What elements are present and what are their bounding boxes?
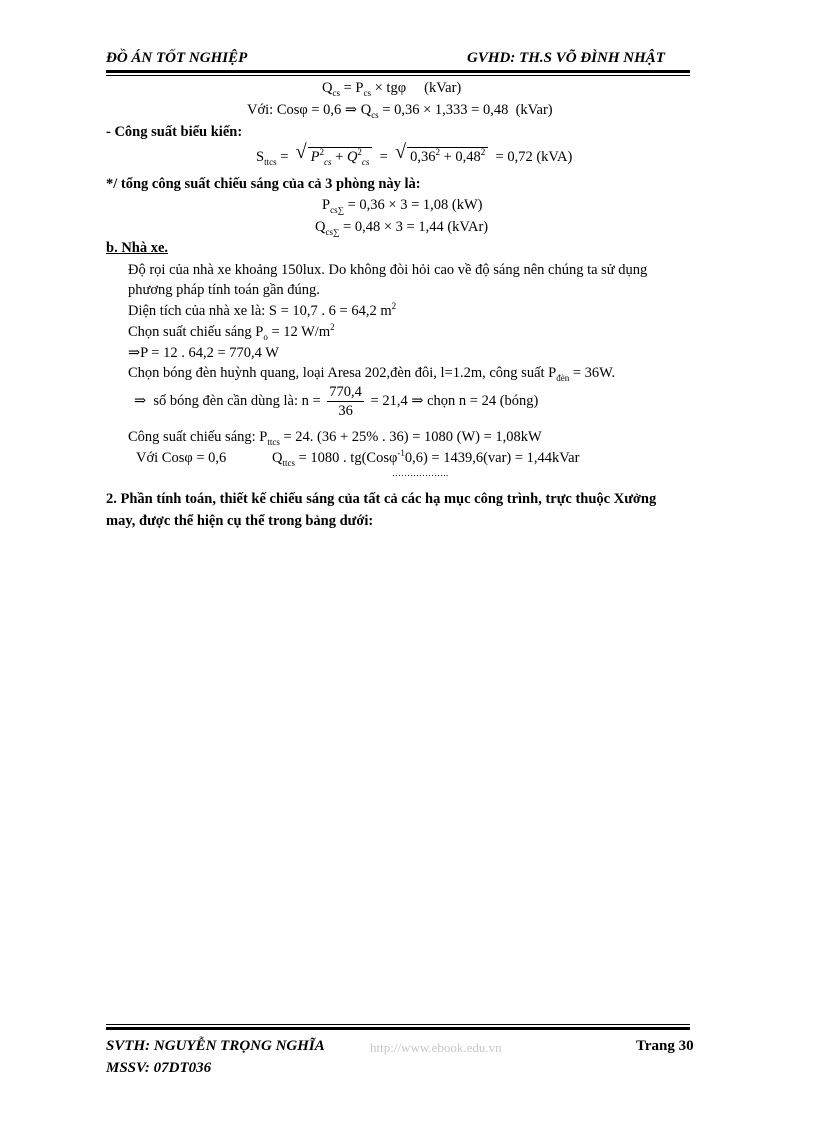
total-p-line: $P_{cs\sum} = 0,36 \times 3 = 1,08$ (kW) [322,197,483,215]
footer-rule-thin [106,1024,690,1025]
header-rule-thick [106,70,690,73]
area-line: Diện tích của nhà xe là: S = 10,7 . 6 = 64,2 $m^2$ [128,301,397,319]
cos-phi-line: Với: Cosφ = 0,6 ⇒ $Q_{cs} = 0,36 \times 1,333 = 0,48$ (kVar) [247,102,553,120]
choose-power-density-line: Chọn suất chiếu sáng $P_o = 12$ $W/m^2$ [128,322,335,342]
section-2-line-2: may, được thể hiện cụ thể trong bảng dưới: [106,513,374,529]
footer-watermark: http://www.ebook.edu.vn [370,1040,502,1055]
section-b-para-1: Độ rọi của nhà xe khoảng 150lux. Do không đòi hỏi cao về độ sáng nên chúng ta sử dụng [128,262,648,278]
header-right: GVHD: TH.S VÕ ĐÌNH NHẬT [467,50,665,66]
total-q-line: $Q_{cs\sum} = 0,48 \times 3 = 1,44$ (kVAr) [315,219,489,237]
section-2-line-1: 2. Phần tính toán, thiết kế chiếu sáng của tất cả các hạ mục công trình, trực thuộc Xưởng [106,491,657,507]
footer-mssv: MSSV: 07DT036 [106,1060,212,1076]
total-power-heading: */ tổng công suất chiếu sáng của cả 3 phòng này là: [106,176,421,192]
p-result-line: ⇒P = 12 . 64,2 = 770,4 W [128,345,279,361]
q-cs-formula: $Q_{cs} = P_{cs} \times tg\varphi$ (kVar) [322,80,462,98]
section-b-para-2: phương pháp tính toán gần đúng. [128,282,320,298]
lighting-power-line: Công suất chiếu sáng: $P_{ttcs} = 24$. (36 + 25% . 36) = 1080 (W) = 1,08kW [128,429,542,447]
lamp-choice-line: Chọn bóng đèn huỳnh quang, loại Aresa 202,đèn đôi, l=1.2m, công suất $P_{đèn} = 36W$. [128,365,616,383]
reactive-power-line: $Q_{ttcs} = 1080$ . tg(Cosφ$^{-1}$0,6) = 1439,6(var) = 1,44kVar [272,448,580,468]
footer-student: SVTH: NGUYỄN TRỌNG NGHĨA [106,1038,325,1054]
dots-separator: ………………. [392,468,449,478]
section-b-heading: b. Nhà xe. [106,240,169,256]
apparent-power-formula: $S_{ttcs}$ = √ $P^2_{cs} + Q^2_{cs}$ = √ $0,36^2 + 0,48^2 = 0,72$ (kVA) [256,141,573,167]
footer-rule-thick [106,1027,690,1030]
header-rule-thin [106,75,690,76]
apparent-power-heading: - Công suất biểu kiến: [106,124,243,140]
lamp-count-line: ⇒ số bóng đèn cần dùng là: n = $\frac{770,4}{36}$ = 21,4 ⇒ chọn n = 24 (bóng) [134,384,539,419]
cos-phi-label: Với Cosφ = 0,6 [136,450,227,466]
header-left: ĐỒ ÁN TỐT NGHIỆP [106,50,248,66]
footer-page-number: Trang 30 [636,1038,694,1054]
